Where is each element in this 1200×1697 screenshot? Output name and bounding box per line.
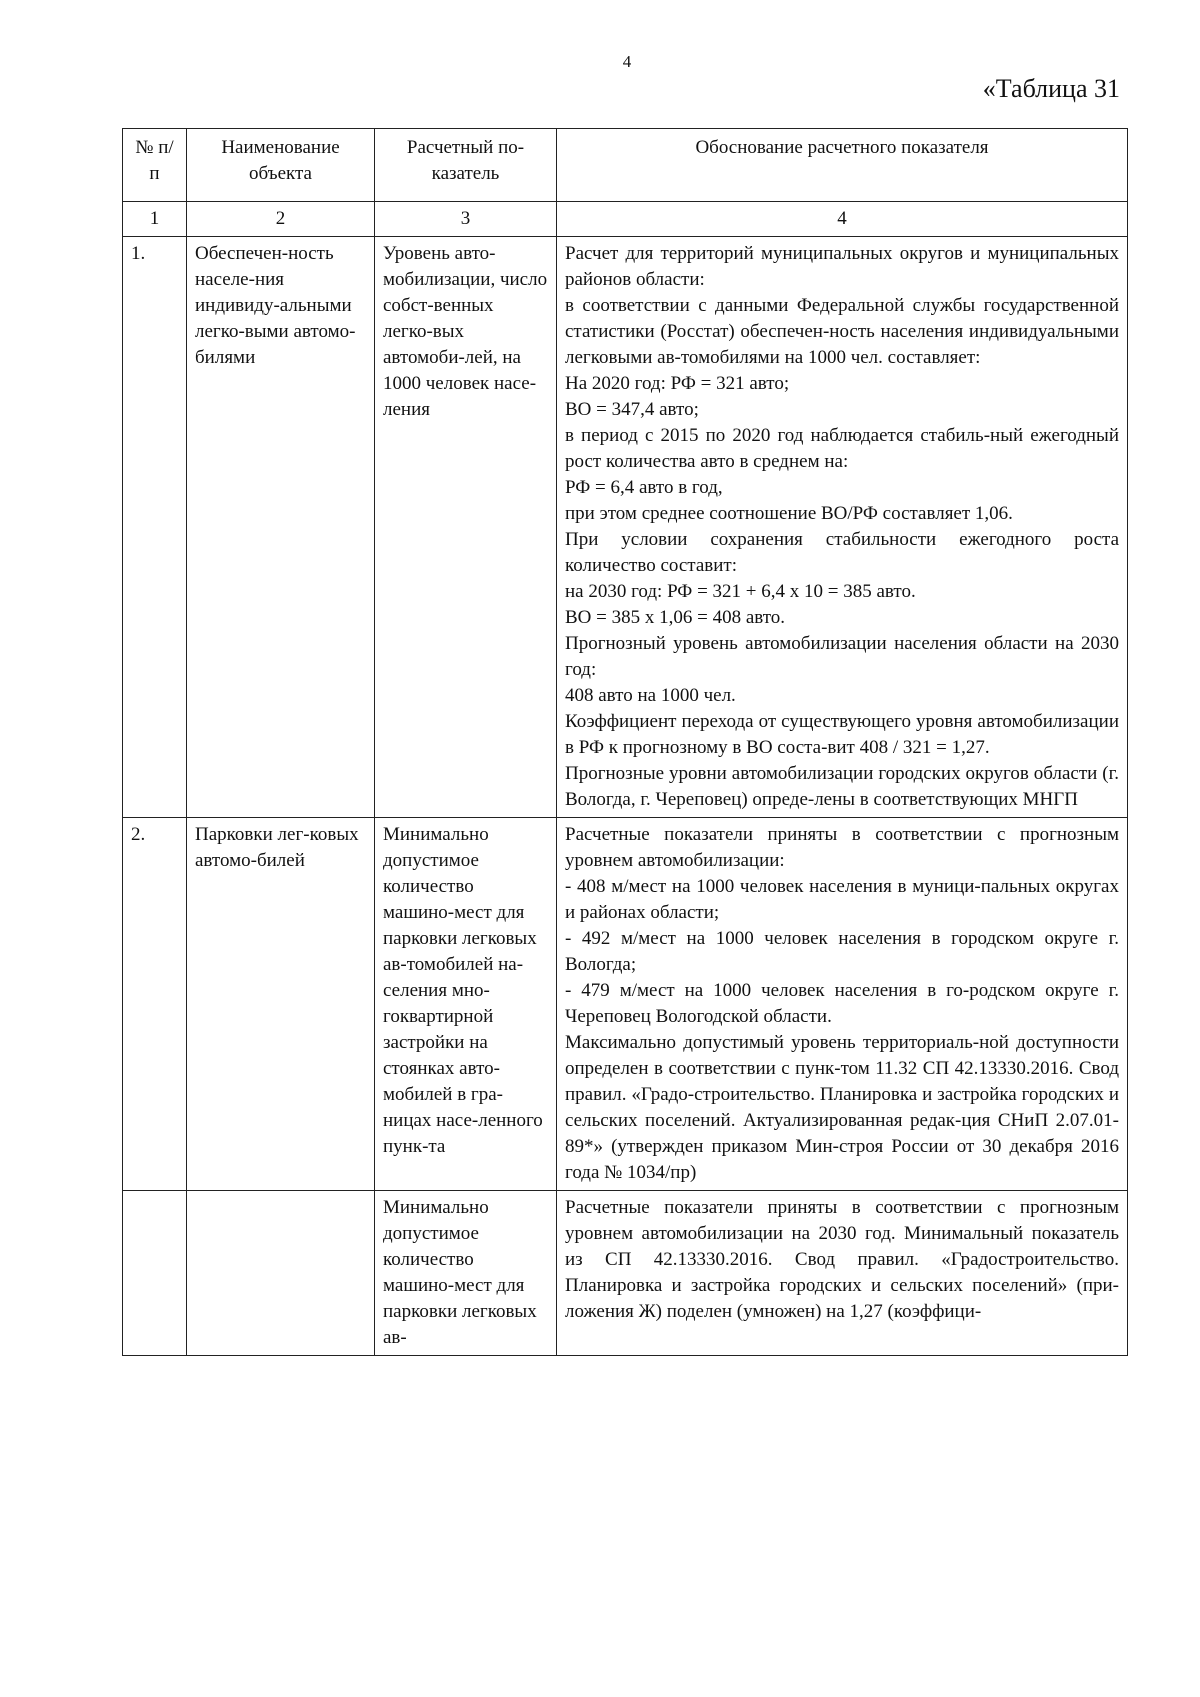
justification-paragraph: в период с 2015 по 2020 год наблюдается стабиль-ный ежегодный рост количества авто в среднем на: [565,425,1119,472]
justification-paragraph: 408 авто на 1000 чел. [565,685,736,706]
justification-paragraph: На 2020 год: РФ = 321 авто; [565,373,790,394]
header-justification: Обоснование расчетного показателя [557,129,1128,202]
justification-paragraph: при этом среднее соотношение ВО/РФ составляет 1,06. [565,503,1013,524]
table-row [123,237,1128,818]
row-number [123,1191,187,1356]
object-name-cell: Парковки лег-ковых автомо-билей [187,818,375,1191]
justification-cell [557,818,1128,1191]
indicator-cell: Уровень авто-мобилизации, число собст-венных легко-вых автомоби-лей, на 1000 человек насе-ления [375,237,557,818]
justification-paragraph: Расчетные показатели приняты в соответствии с прогнозным уровнем автомобилизации на 2030 год. Минимальный показатель из СП 42.13330.2016. Свод правил. «Градостроительство. Планировка и застройка городских и сельских поселений» (при-ложения Ж) поделен (умножен) на 1,27 (коэффици- [565,1197,1119,1322]
justification-paragraph: РФ = 6,4 авто в год, [565,477,723,498]
object-name-cell: Обеспечен-ность населе-ния индивиду-альными легко-выми автомо-билями [187,237,375,818]
justification-paragraph: Расчетные показатели приняты в соответствии с прогнозным уровнем автомобилизации: [565,824,1119,871]
justification-paragraph: Прогнозный уровень автомобилизации населения области на 2030 год: [565,633,1119,680]
indicator-cell: Минимально допустимое количество машино-мест для парковки легковых ав- [375,1191,557,1356]
justification-paragraph: - 408 м/мест на 1000 человек населения в муници-пальных округах и районах области; [565,876,1119,923]
justification-paragraph: Максимально допустимый уровень территориаль-ной доступности определен в соответствии с пунк-том 11.32 СП 42.13330.2016. Свод правил. «Градо-строительство. Планировка и застройка городских и сельских поселений. Актуализированная редак-ция СНиП 2.07.01-89*» (утвержден приказом Мин-строя России от 30 декабря 2016 года № 1034/пр) [565,1032,1119,1183]
header-object-name: Наименование объекта [187,129,375,202]
table-body [123,237,1128,1356]
column-number: 4 [557,202,1128,237]
table-caption: «Таблица 31 [982,74,1120,103]
indicators-table [122,128,1128,1356]
justification-paragraph: ВО = 385 х 1,06 = 408 авто. [565,607,786,628]
justification-paragraph: Прогнозные уровни автомобилизации городских округов области (г. Вологда, г. Череповец) опреде-лены в соответствующих МНГП [565,763,1119,810]
column-number: 1 [123,202,187,237]
table-row [123,818,1128,1191]
justification-paragraph: Коэффициент перехода от существующего уровня автомобилизации в РФ к прогнозному в ВО соста-вит 408 / 321 = 1,27. [565,711,1119,758]
column-number-row [123,202,1128,237]
indicator-cell: Минимально допустимое количество машино-мест для парковки легковых ав-томобилей на-селения мно-гоквартирной застройки на стоянках авто-мобилей в гра-ницах насе-ленного пунк-та [375,818,557,1191]
table-row [123,1191,1128,1356]
column-number: 3 [375,202,557,237]
justification-paragraph: При условии сохранения стабильности ежегодного роста количество составит: [565,529,1119,576]
header-indicator: Расчетный по-казатель [375,129,557,202]
header-num: № п/п [123,129,187,202]
object-name-cell [187,1191,375,1356]
table-header-row [123,129,1128,202]
justification-paragraph: Расчет для территорий муниципальных округов и муниципальных районов области: [565,243,1119,290]
justification-paragraph: ВО = 347,4 авто; [565,399,699,420]
row-number: 2. [123,818,187,1191]
page-number: 4 [622,52,632,71]
justification-cell [557,1191,1128,1356]
justification-cell [557,237,1128,818]
justification-paragraph: - 492 м/мест на 1000 человек населения в городском округе г. Вологда; [565,928,1119,975]
justification-paragraph: в соответствии с данными Федеральной службы государственной статистики (Росстат) обеспечен-ность населения индивидуальными легковыми ав-томобилями на 1000 чел. составляет: [565,295,1119,368]
justification-paragraph: - 479 м/мест на 1000 человек населения в го-родском округе г. Череповец Вологодской области. [565,980,1119,1027]
justification-paragraph: на 2030 год: РФ = 321 + 6,4 х 10 = 385 авто. [565,581,916,602]
row-number: 1. [123,237,187,818]
column-number: 2 [187,202,375,237]
